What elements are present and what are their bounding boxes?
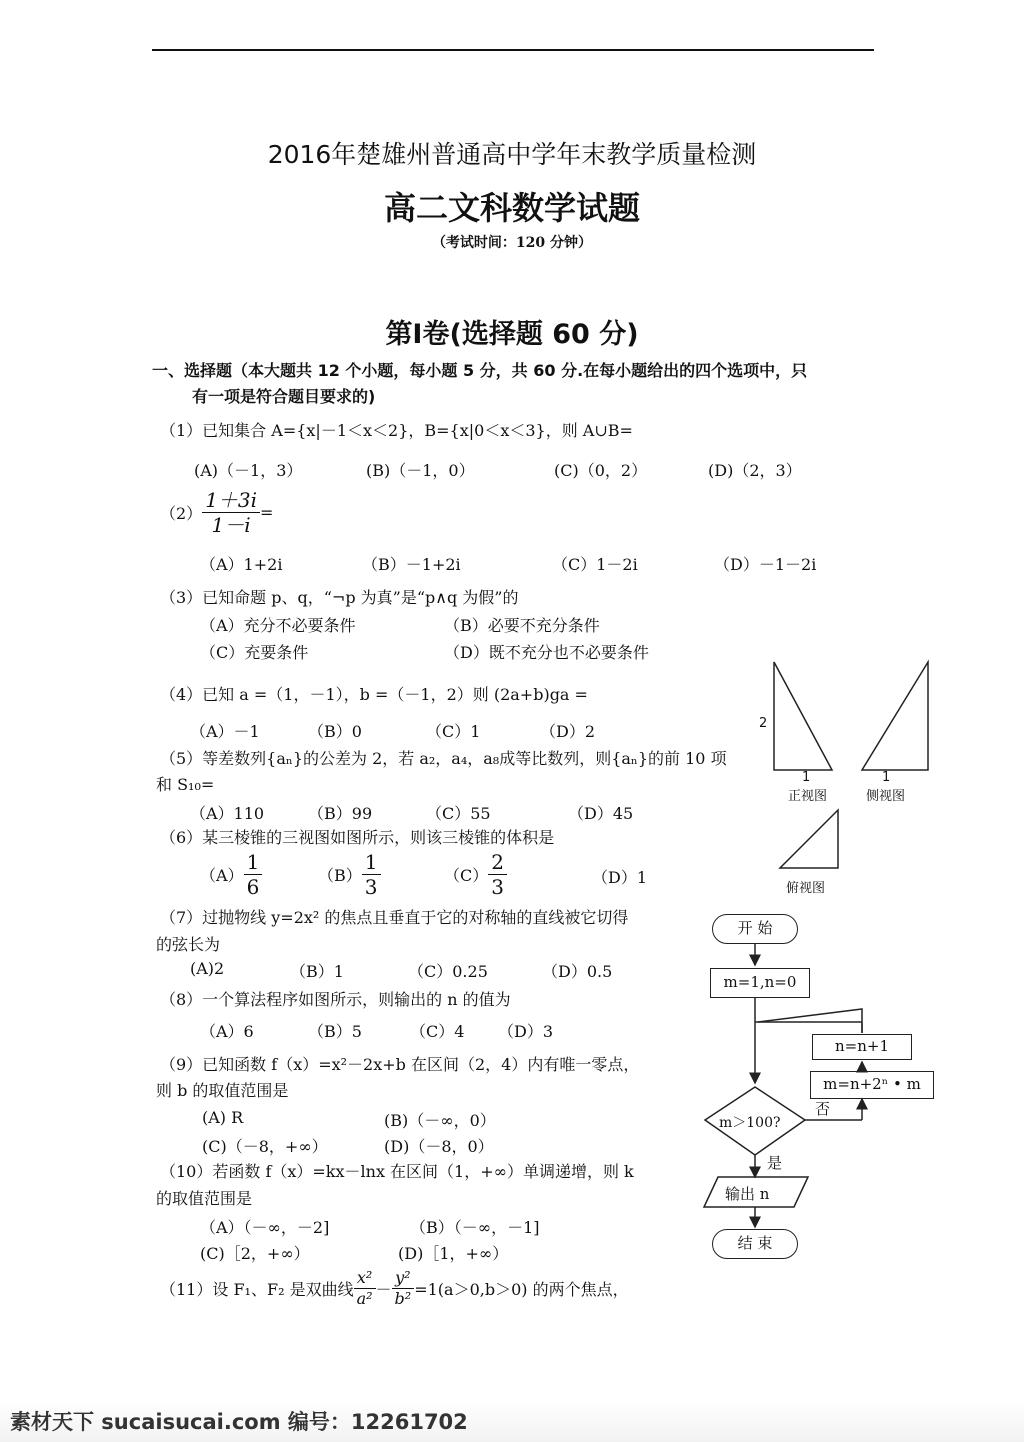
- q9-option-c: (C)（－8，+∞）: [202, 1137, 328, 1156]
- q6-option-a-fraction: [244, 850, 263, 899]
- q11-prefix: （11）设 F₁、F₂ 是双曲线: [160, 1280, 354, 1299]
- flowchart-output: 输出 n: [725, 1185, 770, 1203]
- header-rule: [152, 49, 874, 51]
- q9-stem-line1: （9）已知函数 f（x）=x²－2x+b 在区间（2，4）内有唯一零点，: [160, 1055, 640, 1074]
- q11-y-numerator: y²: [392, 1268, 415, 1289]
- q5-stem-line2: 和 S₁₀=: [156, 775, 215, 794]
- section-heading-line1: 一、选择题（本大题共 12 个小题，每小题 5 分，共 60 分.在每小题给出的四个选项中，只: [152, 361, 808, 380]
- q6-c-denominator: 3: [491, 875, 504, 899]
- flowchart-update-m: m=n+2ⁿ • m: [810, 1071, 934, 1099]
- front-view-base-label: 1: [802, 770, 811, 785]
- q9-option-b: (B)（－∞，0）: [384, 1111, 496, 1130]
- q6-option-d: （D）1: [592, 868, 648, 887]
- q1-option-a: (A)（－1，3）: [194, 461, 303, 480]
- q6-b-numerator: 1: [362, 850, 381, 875]
- q6-b-denominator: 3: [364, 875, 378, 899]
- q7-option-a: (A)2: [190, 959, 225, 978]
- q11-x-numerator: x²: [354, 1268, 376, 1289]
- part-title: 第Ⅰ卷(选择题 60 分): [385, 319, 639, 350]
- q2-option-d: （D）－1－2i: [714, 555, 817, 574]
- q11-fraction-y: [392, 1268, 415, 1309]
- q2-label: （2）: [160, 504, 203, 523]
- q6-c-numerator: 2: [488, 850, 507, 875]
- q5-option-a: （A）110: [190, 804, 265, 823]
- q7-option-d: （D）0.5: [542, 962, 613, 981]
- q10-stem-line1: （10）若函数 f（x）=kx－lnx 在区间（1，+∞）单调递增，则 k: [160, 1162, 634, 1181]
- flowchart-inc-n: n=n+1: [812, 1034, 912, 1060]
- q8-option-a: （A）6: [200, 1022, 254, 1041]
- q1-option-c: (C)（0，2）: [554, 461, 648, 480]
- q10-option-c: (C)［2，+∞）: [200, 1244, 310, 1263]
- q10-option-d: (D)［1，+∞）: [398, 1244, 509, 1263]
- flowchart-end: 结 束: [712, 1229, 798, 1259]
- q3-option-a: （A）充分不必要条件: [200, 616, 356, 635]
- top-view-caption: 俯视图: [786, 881, 826, 896]
- q7-option-c: （C）0.25: [408, 962, 488, 981]
- q5-option-b: （B）99: [308, 804, 373, 823]
- flowchart-init: m=1,n=0: [710, 968, 810, 998]
- q6-option-a: [200, 850, 262, 899]
- q11-fraction-x: [354, 1268, 376, 1309]
- q2-denominator: 1－i: [211, 513, 251, 537]
- q10-stem-line2: 的取值范围是: [156, 1189, 253, 1208]
- q1-option-b: (B)（－1，0）: [366, 461, 475, 480]
- q6-option-b: [318, 850, 381, 899]
- q5-option-d: （D）45: [568, 804, 634, 823]
- q3-option-c: （C）充要条件: [200, 643, 309, 662]
- q6-option-c-fraction: [488, 850, 507, 899]
- q7-stem-line1: （7）过抛物线 y=2x² 的焦点且垂直于它的对称轴的直线被它切得: [160, 908, 629, 927]
- subject-title: 高二文科数学试题: [383, 189, 640, 227]
- q11-x-denominator: a²: [356, 1289, 373, 1308]
- q6-option-a-label: （A）: [200, 866, 244, 885]
- q8-option-b: （B）5: [308, 1022, 362, 1041]
- q6-option-c-label: （C）: [444, 866, 489, 885]
- q5-stem-line1: （5）等差数列{aₙ}的公差为 2，若 a₂，a₄，a₈成等比数列，则{aₙ}的前 10 项: [160, 749, 727, 768]
- q4-option-d: （D）2: [540, 722, 596, 741]
- q8-option-d: （D）3: [498, 1022, 554, 1041]
- q2-fraction: [202, 488, 260, 537]
- q10-option-a: （A）（－∞，－2]: [200, 1218, 330, 1237]
- q9-option-d: (D)（－8，0）: [384, 1137, 494, 1156]
- front-view-caption: 正视图: [788, 789, 828, 804]
- flowchart-no-label: 否: [815, 1100, 831, 1118]
- q6-a-denominator: 6: [246, 875, 260, 899]
- q4-option-c: （C）1: [426, 722, 481, 741]
- q7-stem-line2: 的弦长为: [156, 935, 221, 954]
- q4-option-b: （B）0: [308, 722, 362, 741]
- q6-stem: （6）某三棱锥的三视图如图所示，则该三棱锥的体积是: [160, 828, 555, 847]
- q4-stem: （4）已知 a =（1，－1），b =（－1，2）则 (2a+b)ga =: [160, 685, 588, 704]
- q11-y-denominator: b²: [394, 1289, 412, 1308]
- q8-option-c: （C）4: [410, 1022, 465, 1041]
- q8-stem: （8）一个算法程序如图所示，则输出的 n 的值为: [160, 990, 511, 1009]
- q4-option-a: （A）－1: [190, 722, 260, 741]
- q7-option-b: （B）1: [290, 962, 344, 981]
- q1-option-d: (D)（2，3）: [708, 461, 802, 480]
- q1-stem: （1）已知集合 A={x|－1＜x＜2}，B={x|0＜x＜3}，则 A∪B=: [160, 421, 633, 440]
- q11-suffix: =1(a＞0,b＞0) 的两个焦点，: [414, 1280, 629, 1299]
- three-view-figure: [752, 650, 952, 900]
- flowchart-start: 开 始: [712, 914, 798, 944]
- side-view-triangle: [862, 662, 928, 770]
- q9-stem-line2: 则 b 的取值范围是: [156, 1081, 289, 1100]
- watermark-text: 素材天下 sucaisucai.com 编号：12261702: [10, 1410, 468, 1434]
- q2-stem: [160, 488, 273, 537]
- side-view-caption: 侧视图: [866, 789, 906, 804]
- q6-option-b-fraction: [362, 850, 381, 899]
- exam-title: 2016年楚雄州普通高中学年末教学质量检测: [267, 140, 757, 169]
- front-view-height-label: 2: [759, 716, 768, 731]
- q9-option-a: (A) R: [202, 1108, 244, 1127]
- front-view-triangle: [774, 662, 832, 770]
- side-view-base-label: 1: [882, 770, 891, 785]
- q3-option-d: （D）既不充分也不必要条件: [444, 643, 649, 662]
- q3-stem: （3）已知命题 p、q，“¬p 为真”是“p∧q 为假”的: [160, 588, 519, 607]
- q3-option-b: （B）必要不充分条件: [444, 616, 600, 635]
- exam-time: （考试时间：120 分钟）: [431, 235, 593, 251]
- q2-option-b: （B）－1+2i: [362, 555, 461, 574]
- q2-option-a: （A）1+2i: [200, 555, 283, 574]
- q6-option-c: [444, 850, 507, 899]
- section-heading-line2: 有一项是符合题目要求的): [192, 387, 376, 406]
- q11-stem: [160, 1268, 629, 1309]
- q6-option-b-label: （B）: [318, 866, 362, 885]
- top-view-triangle: [780, 810, 838, 868]
- q2-equals: =: [260, 503, 274, 522]
- q11-minus: －: [375, 1280, 392, 1299]
- connector-loop-back: [758, 1009, 862, 1033]
- q10-option-b: （B）（－∞，－1]: [410, 1218, 540, 1237]
- q6-a-numerator: 1: [244, 850, 263, 875]
- q5-option-c: （C）55: [426, 804, 491, 823]
- flowchart-yes-label: 是: [767, 1154, 783, 1172]
- q2-numerator: 1＋3i: [202, 488, 260, 513]
- q2-option-c: （C）1－2i: [552, 555, 638, 574]
- flowchart-condition-text: m＞100?: [719, 1115, 781, 1131]
